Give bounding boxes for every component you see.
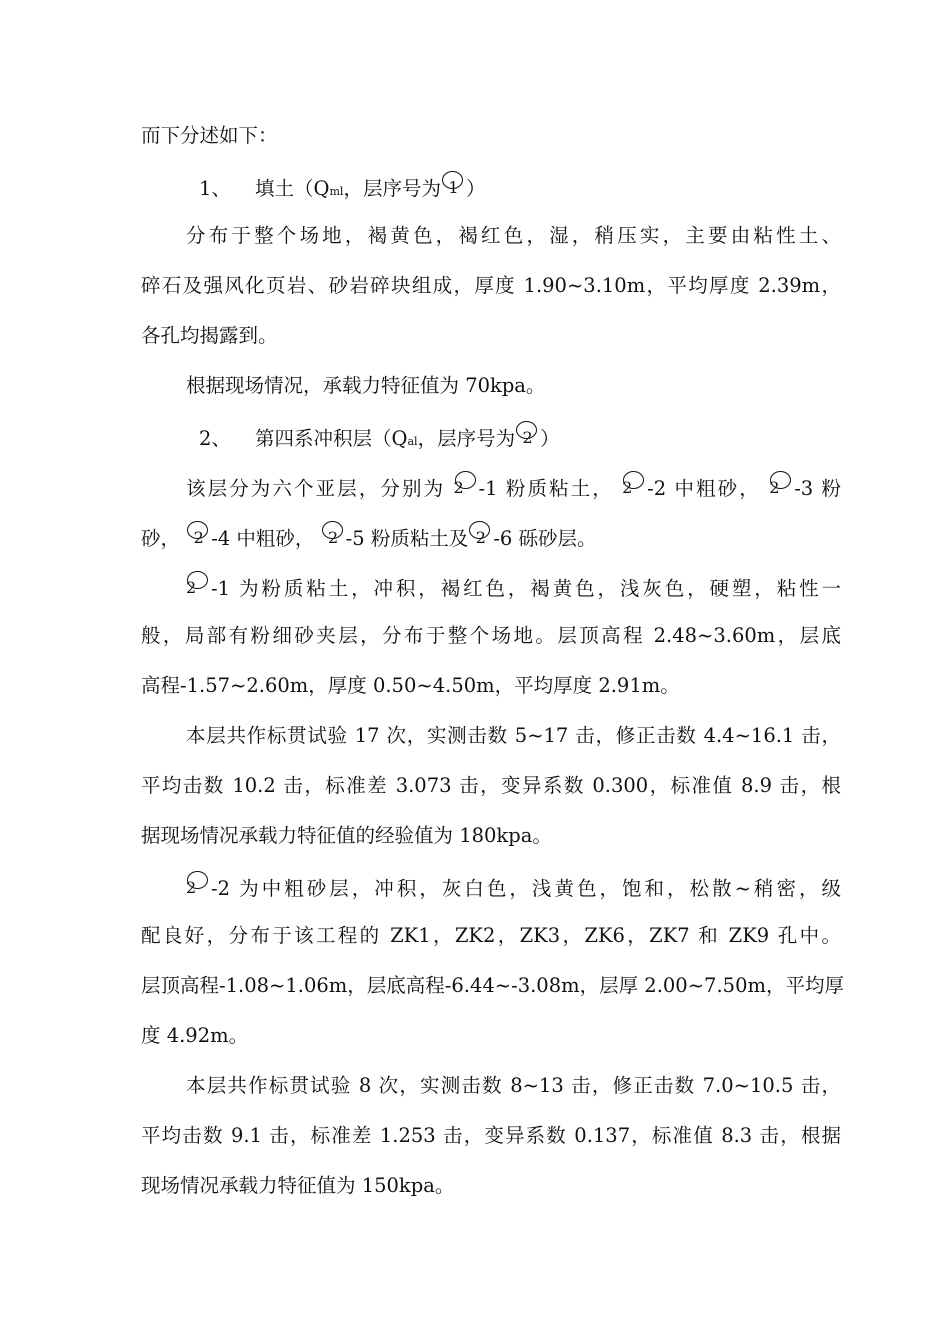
paragraph-line: 根据现场情况，承载力特征值为 70kpa。 xyxy=(186,374,546,397)
layer-number-circle-icon: 2 xyxy=(454,471,479,499)
layer-number-circle-icon: 2 xyxy=(186,871,211,899)
paragraph-line: 本层共作标贯试验 17 次，实测击数 5~17 击，修正击数 4.4~16.1 击， xyxy=(186,724,841,747)
paragraph-line: 各孔均揭露到。 xyxy=(141,324,278,347)
section-2-title-subscript: al xyxy=(407,435,418,448)
paragraph-line: 2 -2 为中粗砂层，冲积，灰白色，浅黄色，饱和，松散~稍密，级 xyxy=(186,871,841,901)
paragraph-line: 碎石及强风化页岩、砂岩碎块组成，厚度 1.90~3.10m，平均厚度 2.39m， xyxy=(141,274,841,297)
layer-number-circle-icon: 2 xyxy=(321,521,346,549)
paragraph-line: 般，局部有粉细砂夹层，分布于整个场地。层顶高程 2.48~3.60m，层底 xyxy=(141,624,841,647)
section-2-number: 2、 xyxy=(199,427,231,450)
paragraph-line: 度 4.92m。 xyxy=(141,1024,249,1047)
layer-number-circle-icon: 2 xyxy=(515,421,540,449)
paragraph-line: 平均击数 9.1 击，标准差 1.253 击，变异系数 0.137，标准值 8.3 击，根据 xyxy=(141,1124,841,1147)
layer-number-circle-icon: 2 xyxy=(186,521,211,549)
paragraph-line: 配良好，分布于该工程的 ZK1，ZK2，ZK3，ZK6，ZK7 和 ZK9 孔中。 xyxy=(141,924,841,947)
section-1-title-subscript: ml xyxy=(329,185,344,198)
layer-number-circle-icon: 2 xyxy=(186,571,211,599)
section-2-title-end: ） xyxy=(540,427,560,450)
paragraph-line: 分布于整个场地，褐黄色，褐红色，湿，稍压实，主要由粘性土、 xyxy=(186,224,841,247)
paragraph-line: 砂， 2 -4 中粗砂， 2 -5 粉质粘土及 2 -6 砾砂层。 xyxy=(141,521,841,551)
section-2-title-start: 第四系冲积层（Q xyxy=(255,427,408,450)
paragraph-line: 本层共作标贯试验 8 次，实测击数 8~13 击，修正击数 7.0~10.5 击， xyxy=(186,1074,841,1097)
layer-number-circle-icon: 1 xyxy=(441,171,466,199)
section-2-heading xyxy=(199,421,899,451)
section-1-title-end: ） xyxy=(465,177,486,200)
paragraph-line: 高程-1.57~2.60m，厚度 0.50~4.50m，平均厚度 2.91m。 xyxy=(141,674,680,697)
section-1-heading xyxy=(199,171,899,201)
paragraph-line: 层顶高程-1.08~1.06m，层底高程-6.44~-3.08m，层厚 2.00~7.50m，平均厚 xyxy=(141,974,844,997)
section-1-title-start: 填土（Q xyxy=(255,177,330,200)
paragraph-line: 据现场情况承载力特征值的经验值为 180kpa。 xyxy=(141,824,552,847)
paragraph-line: 该层分为六个亚层，分别为 2 -1 粉质粘土， 2 -2 中粗砂， 2 -3 粉 xyxy=(186,471,841,501)
intro-line: 而下分述如下： xyxy=(141,124,278,147)
paragraph-line: 平均击数 10.2 击，标准差 3.073 击，变异系数 0.300，标准值 8.9 击，根 xyxy=(141,774,841,797)
layer-number-circle-icon: 2 xyxy=(769,471,794,499)
section-2-title-middle: ，层序号为 xyxy=(417,427,516,450)
layer-number-circle-icon: 2 xyxy=(468,521,493,549)
section-1-number: 1、 xyxy=(199,177,231,200)
paragraph-line: 2 -1 为粉质粘土，冲积，褐红色，褐黄色，浅灰色，硬塑，粘性一 xyxy=(186,571,841,601)
paragraph-line: 现场情况承载力特征值为 150kpa。 xyxy=(141,1174,455,1197)
section-1-title-middle: ，层序号为 xyxy=(343,177,441,200)
layer-number-circle-icon: 2 xyxy=(622,471,647,499)
